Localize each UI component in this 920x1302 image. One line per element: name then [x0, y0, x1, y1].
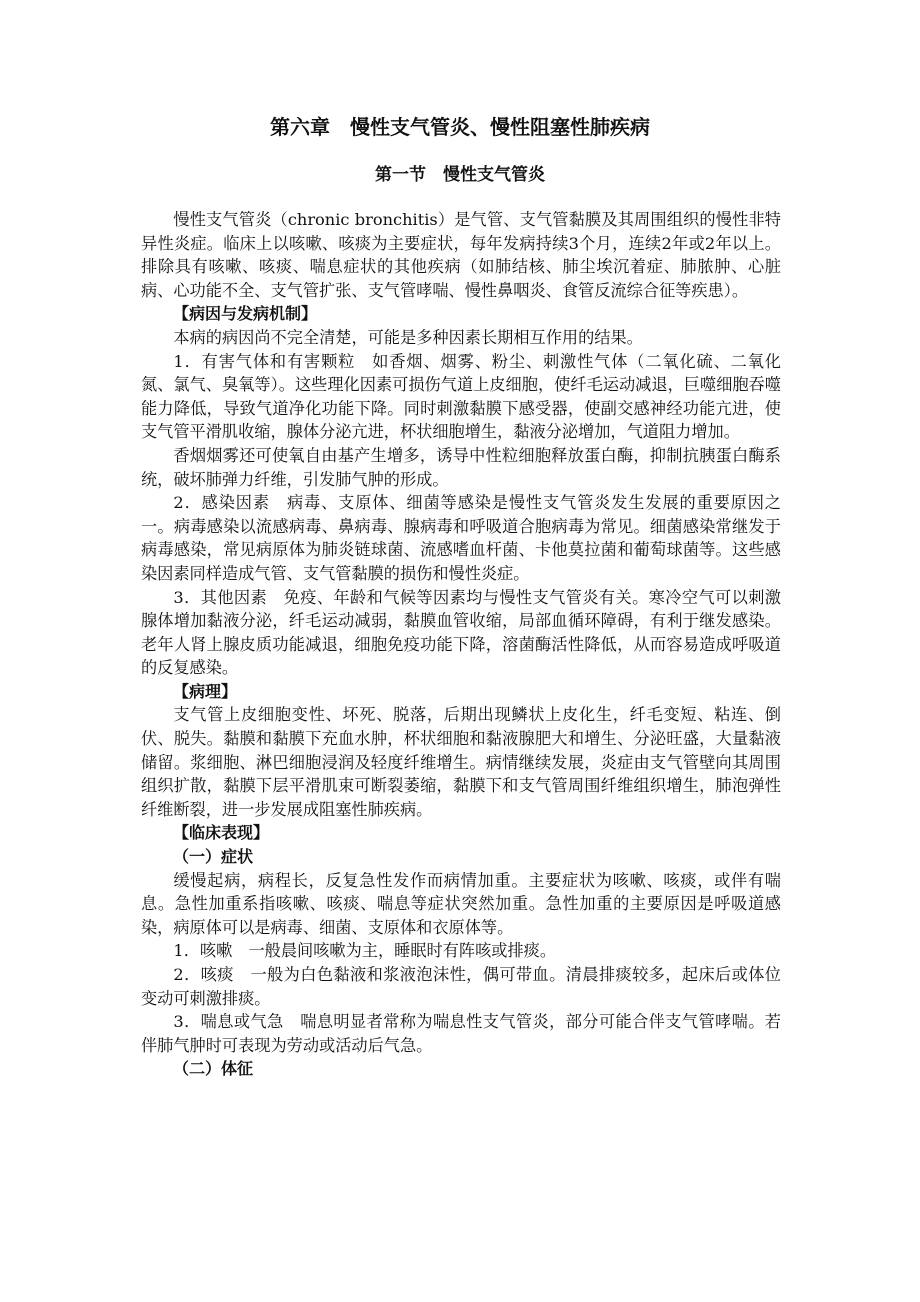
chapter-title: 第六章 慢性支气管炎、慢性阻塞性肺疾病 — [270, 115, 650, 139]
symptoms-heading: （一）症状 — [173, 847, 254, 867]
etiology-paragraph-4: 2．感染因素 病毒、支原体、细菌等感染是慢性支气管炎发生发展的重要原因之一。病毒感染以流感病毒、鼻病毒、腺病毒和呼吸道合胞病毒为常见。细菌感染常继发于病毒感染，常见病原体为肺炎链球菌、流感嗜血杆菌、卡他莫拉菌和葡萄球菌等。这些感染因素同样造成气管、支气管黏膜的损伤和慢性炎症。 — [141, 493, 781, 583]
intro-paragraph: 慢性支气管炎（chronic bronchitis）是气管、支气管黏膜及其周围组织的慢性非特异性炎症。临床上以咳嗽、咳痰为主要症状，每年发病持续3个月，连续2年或2年以上。排除具有咳嗽、咳痰、喘息症状的其他疾病（如肺结核、肺尘埃沉着症、肺脓肿、心脏病、心功能不全、支气管扩张、支气管哮喘、慢性鼻咽炎、食管反流综合征等疾患）。 — [141, 210, 781, 300]
etiology-paragraph-5: 3．其他因素 免疫、年龄和气候等因素均与慢性支气管炎有关。寒冷空气可以刺激腺体增加黏液分泌，纤毛运动减弱，黏膜血管收缩，局部血循环障碍，有利于继发感染。老年人肾上腺皮质功能减退，细胞免疫功能下降，溶菌酶活性降低，从而容易造成呼吸道的反复感染。 — [141, 587, 781, 678]
clinical-paragraph-3: 2．咳痰 一般为白色黏液和浆液泡沫性，偶可带血。清晨排痰较多，起床后或体位变动可刺激排痰。 — [141, 965, 781, 1008]
etiology-heading: 【病因与发病机制】 — [173, 304, 318, 324]
section-title: 第一节 慢性支气管炎 — [375, 165, 545, 185]
etiology-paragraph-2: 1．有害气体和有害颗粒 如香烟、烟雾、粉尘、刺激性气体（二氧化硫、二氧化氮、氯气、臭氧等）。这些理化因素可损伤气道上皮细胞，使纤毛运动减退，巨噬细胞吞噬能力降低，导致气道净化功能下降。同时刺激黏膜下感受器，使副交感神经功能亢进，使支气管平滑肌收缩，腺体分泌亢进，杯状细胞增生，黏液分泌增加，气道阻力增加。 — [141, 351, 781, 442]
etiology-paragraph-1: 本病的病因尚不完全清楚，可能是多种因素长期相互作用的结果。 — [173, 327, 643, 347]
clinical-paragraph-2: 1．咳嗽 一般晨间咳嗽为主，睡眠时有阵咳或排痰。 — [173, 941, 557, 961]
signs-heading: （二）体征 — [173, 1059, 254, 1079]
pathology-heading: 【病理】 — [173, 681, 238, 701]
clinical-paragraph-1: 缓慢起病，病程长，反复急性发作而病情加重。主要症状为咳嗽、咳痰，或伴有喘息。急性加重系指咳嗽、咳痰、喘息等症状突然加重。急性加重的主要原因是呼吸道感染，病原体可以是病毒、细菌、支原体和衣原体等。 — [141, 870, 781, 937]
document-body — [141, 208, 781, 1081]
clinical-heading: 【临床表现】 — [173, 823, 270, 843]
etiology-paragraph-3: 香烟烟雾还可使氧自由基产生增多，诱导中性粒细胞释放蛋白酶，抑制抗胰蛋白酶系统，破坏肺弹力纤维，引发肺气肿的形成。 — [141, 445, 781, 489]
pathology-paragraph-1: 支气管上皮细胞变性、坏死、脱落，后期出现鳞状上皮化生，纤毛变短、粘连、倒伏、脱失。黏膜和黏膜下充血水肿，杯状细胞和黏液腺肥大和增生、分泌旺盛，大量黏液储留。浆细胞、淋巴细胞浸润及轻度纤维增生。病情继续发展，炎症由支气管壁向其周围组织扩散，黏膜下层平滑肌束可断裂萎缩，黏膜下和支气管周围纤维组织增生，肺泡弹性纤维断裂，进一步发展成阻塞性肺疾病。 — [141, 705, 781, 819]
clinical-paragraph-4: 3．喘息或气急 喘息明显者常称为喘息性支气管炎，部分可能合伴支气管哮喘。若伴肺气肿时可表现为劳动或活动后气急。 — [141, 1012, 781, 1055]
